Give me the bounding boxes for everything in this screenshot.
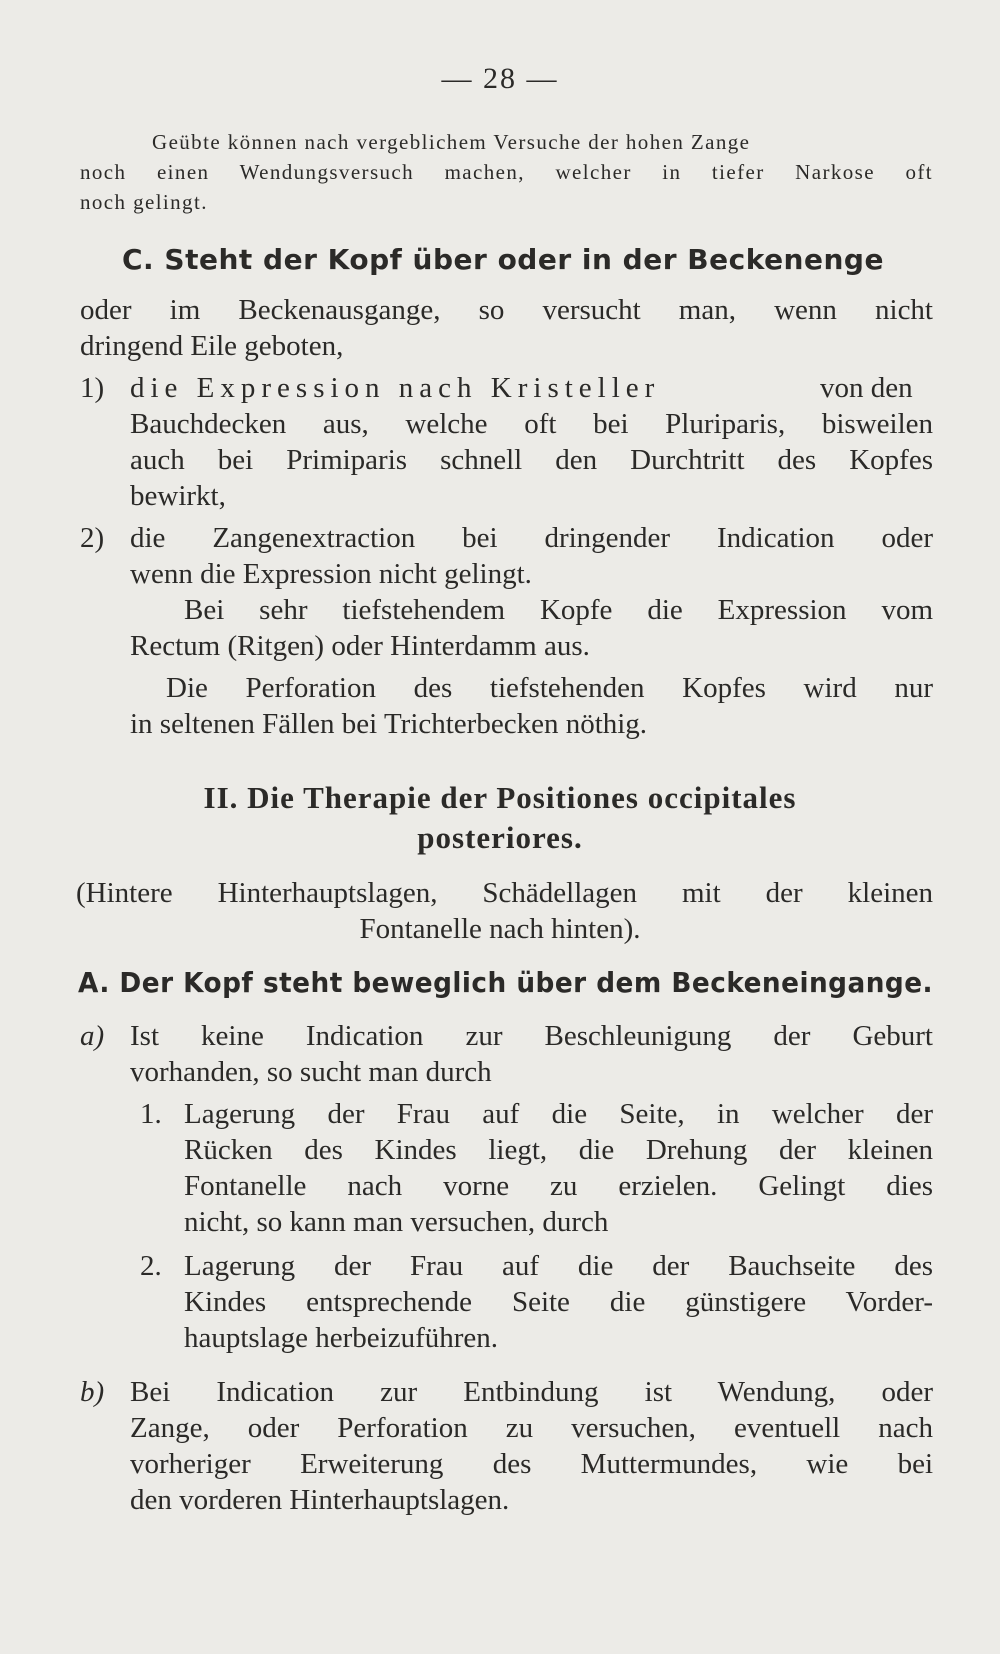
item-1-line-4: bewirkt, — [130, 480, 226, 512]
section-ii-heading-line-2: posteriores. — [417, 820, 583, 855]
section-a-heading: A. Der Kopf steht beweglich über dem Beckeneingange. — [78, 966, 933, 999]
intro-line-1: Geübte können nach vergeblichem Versuche der hohen Zange — [152, 130, 751, 154]
paragraph-perforation-line-1: Die Perforation des tiefstehenden Kopfes wird nur — [166, 672, 933, 704]
paragraph-expression-line-1: Bei sehr tiefstehendem Kopfe die Expression vom — [184, 594, 933, 626]
item-a-line-1: Ist keine Indication zur Beschleunigung der Geburt — [130, 1020, 933, 1052]
paragraph-expression-line-2: Rectum (Ritgen) oder Hinterdamm aus. — [130, 630, 590, 662]
subitem-1-line-4: nicht, so kann man versuchen, durch — [184, 1206, 609, 1238]
intro-line-2: noch einen Wendungsversuch machen, welcher in tiefer Narkose oft — [80, 160, 933, 184]
section-ii-subtitle-line-2: Fontanelle nach hinten). — [359, 913, 641, 945]
item-b-marker: b) — [80, 1376, 105, 1408]
paragraph-perforation-line-2: in seltenen Fällen bei Trichterbecken nöthig. — [130, 708, 648, 740]
item-2-line-2: wenn die Expression nicht gelingt. — [130, 558, 532, 590]
subitem-1-line-2: Rücken des Kindes liegt, die Drehung der kleinen — [184, 1134, 933, 1166]
section-c-line-2: dringend Eile geboten, — [80, 330, 344, 362]
subitem-2-line-3: hauptslage herbeizuführen. — [184, 1322, 499, 1354]
item-1-first-line-rest: von den — [820, 372, 913, 404]
intro-line-3: noch gelingt. — [80, 190, 208, 214]
item-1-marker: 1) — [80, 372, 105, 404]
subitem-2-line-1: Lagerung der Frau auf die der Bauchseite des — [184, 1250, 933, 1282]
section-ii-heading-line-1: II. Die Therapie der Positiones occipitales — [203, 780, 797, 815]
item-2-marker: 2) — [80, 522, 105, 554]
item-a-line-2: vorhanden, so sucht man durch — [130, 1056, 492, 1088]
item-1-line-3: auch bei Primiparis schnell den Durchtritt des Kopfes — [130, 444, 933, 476]
item-b-line-1: Bei Indication zur Entbindung ist Wendung, oder — [130, 1376, 933, 1408]
section-ii-subtitle-line-1: (Hintere Hinterhauptslagen, Schädellagen mit der kleinen — [76, 877, 933, 909]
item-b-line-3: vorheriger Erweiterung des Muttermundes, wie bei — [130, 1448, 933, 1480]
subitem-1-line-1: Lagerung der Frau auf die Seite, in welcher der — [184, 1098, 933, 1130]
section-c-line-1: oder im Beckenausgange, so versucht man, wenn nicht — [80, 294, 933, 326]
subitem-1-line-3: Fontanelle nach vorne zu erzielen. Gelingt dies — [184, 1170, 933, 1202]
item-b-line-2: Zange, oder Perforation zu versuchen, eventuell nach — [130, 1412, 933, 1444]
subitem-2-marker: 2. — [140, 1250, 162, 1282]
item-2-line-1: die Zangenextraction bei dringender Indication oder — [130, 522, 933, 554]
item-a-marker: a) — [80, 1020, 105, 1052]
item-b-line-4: den vorderen Hinterhauptslagen. — [130, 1484, 510, 1516]
subitem-1-marker: 1. — [140, 1098, 162, 1130]
subitem-2-line-2: Kindes entsprechende Seite die günstigere Vorder- — [184, 1286, 933, 1318]
section-c-heading: C. Steht der Kopf über oder in der Beckenenge — [122, 243, 884, 276]
page-number: — 28 — — [441, 62, 559, 95]
item-1-line-2: Bauchdecken aus, welche oft bei Pluriparis, bisweilen — [130, 408, 933, 440]
item-1-spaced-text: die Expression nach Kristeller — [130, 372, 661, 404]
